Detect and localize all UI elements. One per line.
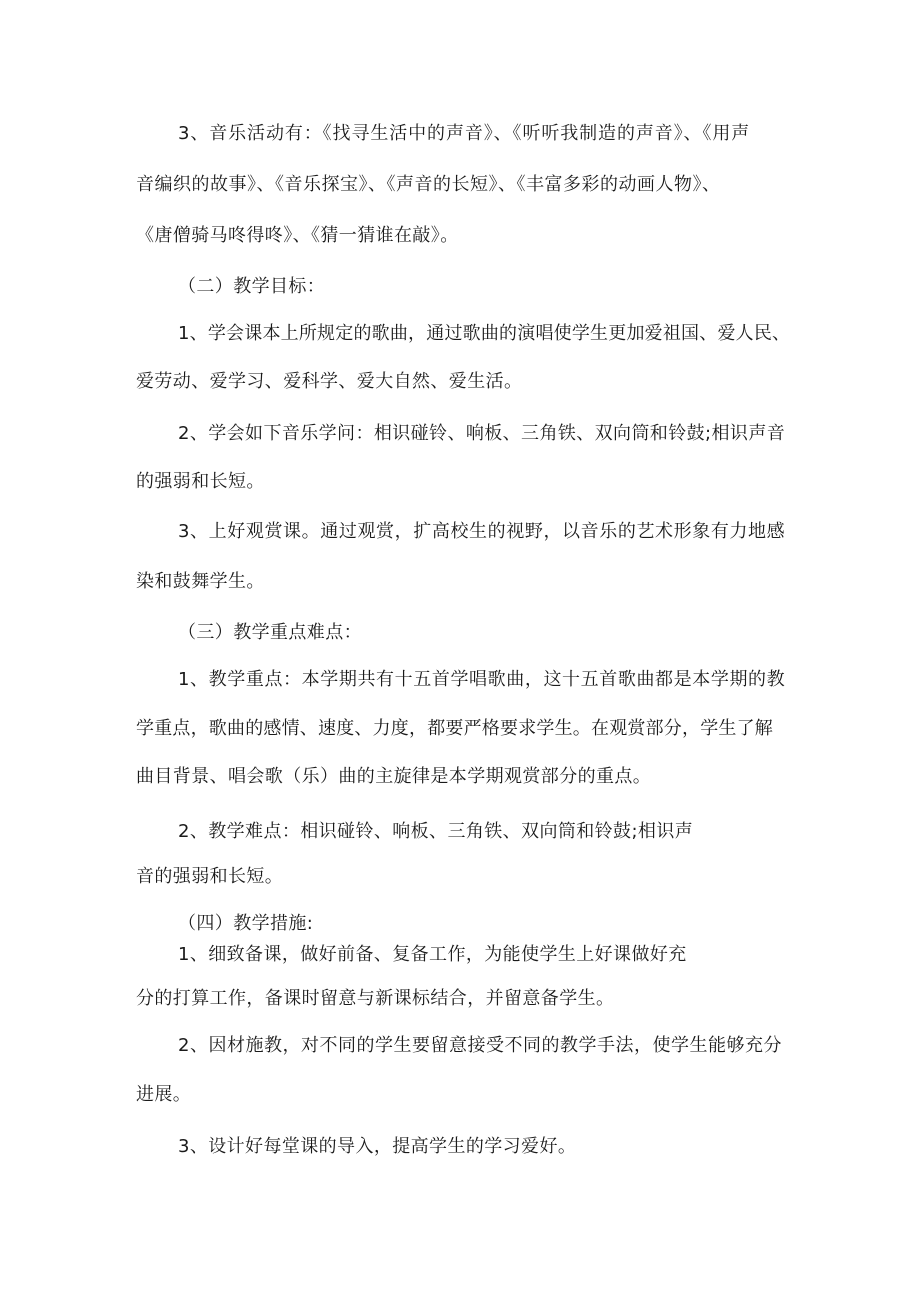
paragraph-line: 《唐僧骑马咚得咚》、《猜一猜谁在敲》。 [136, 225, 459, 246]
paragraph-line: 2、教学难点：相识碰铃、响板、三角铁、双向筒和铃鼓;相识声 [178, 821, 694, 842]
section-heading: （二）教学目标： [178, 276, 326, 297]
paragraph-line: 2、因材施教，对不同的学生要留意接受不同的教学手法，使学生能够充分 [178, 1035, 782, 1056]
section-heading: （四）教学措施: [178, 913, 314, 934]
paragraph-line: 3、设计好每堂课的导入，提高学生的学习爱好。 [178, 1136, 577, 1157]
paragraph-line: 学重点，歌曲的感情、速度、力度，都要严格要求学生。在观赏部分，学生了解 [136, 718, 773, 739]
paragraph-line: 1、教学重点：本学期共有十五首学唱歌曲，这十五首歌曲都是本学期的教 [178, 669, 786, 690]
paragraph-line: 的强弱和长短。 [136, 471, 265, 492]
paragraph-line: 染和鼓舞学生。 [136, 571, 265, 592]
paragraph-line: 1、学会课本上所规定的歌曲，通过歌曲的演唱使学生更加爱祖国、爱人民、 [178, 323, 791, 344]
paragraph-line: 音编织的故事》、《音乐探宝》、《声音的长短》、《丰富多彩的动画人物》、 [136, 174, 721, 195]
paragraph-line: 分的打算工作，备课时留意与新课标结合，并留意备学生。 [136, 988, 615, 1009]
paragraph-line: 1、细致备课，做好前备、复备工作，为能使学生上好课做好充 [178, 944, 687, 965]
paragraph-line: 进展。 [136, 1084, 192, 1105]
paragraph-line: 3、音乐活动有：《找寻生活中的声音》、《听听我制造的声音》、《用声 [178, 123, 751, 144]
section-heading: （三）教学重点难点： [178, 622, 362, 643]
paragraph-line: 音的强弱和长短。 [136, 866, 284, 887]
paragraph-line: 2、学会如下音乐学问：相识碰铃、响板、三角铁、双向筒和铃鼓;相识声音 [178, 423, 786, 444]
paragraph-line: 爱劳动、爱学习、爱科学、爱大自然、爱生活。 [136, 371, 523, 392]
paragraph-line: 曲目背景、唱会歌（乐）曲的主旋律是本学期观赏部分的重点。 [136, 766, 652, 787]
paragraph-line: 3、上好观赏课。通过观赏，扩高校生的视野，以音乐的艺术形象有力地感 [178, 521, 786, 542]
